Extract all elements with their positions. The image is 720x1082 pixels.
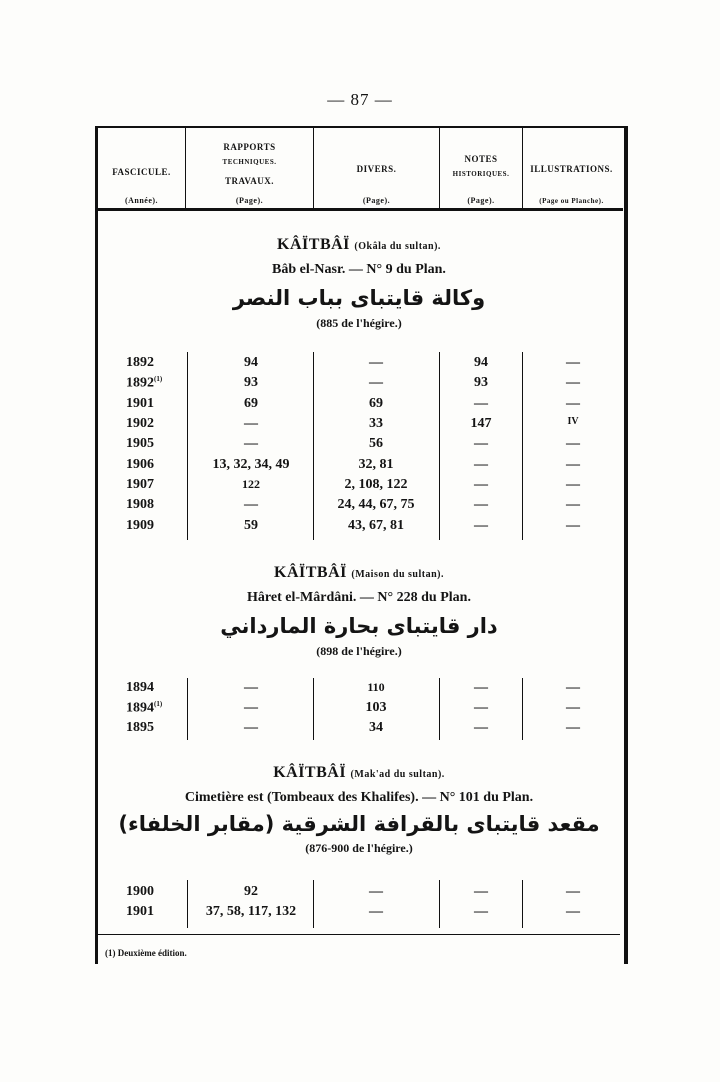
cell-rapports: — — [244, 720, 258, 735]
cell-notes: 94 — [474, 355, 488, 370]
cell-rapports: — — [244, 680, 258, 695]
section-title-sub: (Maison du sultan). — [351, 569, 444, 580]
section-title-main: KÂÏTBÂÏ — [273, 764, 347, 781]
cell-illustrations: — — [566, 518, 580, 533]
header-rapports-line3: TRAVAUX. — [225, 176, 274, 186]
cell-rapports: — — [244, 497, 258, 512]
cell-year: 1908 — [126, 497, 154, 512]
header-rule — [95, 208, 623, 211]
cell-year: 1901 — [126, 904, 154, 919]
footnote-marker: (1) — [154, 375, 163, 383]
header-fascicule-label: FASCICULE. — [112, 167, 171, 177]
cell-notes: — — [474, 477, 488, 492]
header-divers — [314, 130, 439, 208]
header-fascicule-sub: (Année). — [124, 196, 159, 205]
header-rapports — [186, 130, 313, 208]
cell-notes: — — [474, 680, 488, 695]
cell-year: 1905 — [126, 436, 154, 451]
table-row — [98, 355, 620, 375]
header-rapports-line1: RAPPORTS — [223, 142, 276, 152]
cell-rapports: — — [244, 436, 258, 451]
table-row — [98, 904, 620, 924]
header-divers-sub: (Page). — [362, 196, 391, 205]
cell-year-value: 1892 — [126, 375, 154, 391]
cell-divers: 69 — [369, 396, 383, 411]
section-location: Bâb el-Nasr. — N° 9 du Plan. — [272, 262, 446, 277]
cell-year: 1909 — [126, 518, 154, 533]
footnote-marker: (1) — [154, 700, 163, 708]
cell-rapports: 69 — [244, 396, 258, 411]
table-row — [98, 884, 620, 904]
cell-divers: 56 — [369, 436, 383, 451]
section-title-sub: (Okâla du sultan). — [354, 241, 441, 252]
cell-year: 1894 — [126, 680, 154, 695]
cell-divers: — — [369, 355, 383, 370]
cell-illustrations: — — [566, 904, 580, 919]
cell-rapports: 92 — [244, 884, 258, 899]
header-divers-label: DIVERS. — [356, 164, 397, 174]
cell-notes: — — [474, 884, 488, 899]
cell-illustrations: — — [566, 355, 580, 370]
table-row — [98, 457, 620, 477]
table-row — [98, 477, 620, 497]
header-illustrations-sub: (Page ou Planche). — [539, 197, 604, 205]
cell-rapports: 122 — [242, 477, 260, 491]
cell-notes: — — [474, 457, 488, 472]
cell-rapports: — — [244, 416, 258, 431]
cell-year — [126, 700, 186, 717]
cell-year: 1902 — [126, 416, 154, 431]
cell-year: 1906 — [126, 457, 154, 472]
section-arabic-title: وكالة قايتباى بباب النصر — [232, 286, 486, 310]
section-arabic-title: مقعد قايتباى بالقرافة الشرقية (مقابر الخلفاء) — [118, 812, 600, 836]
cell-illustrations: — — [566, 720, 580, 735]
section-title — [98, 764, 620, 782]
section-title — [98, 236, 620, 254]
table-row — [98, 416, 620, 436]
cell-notes: — — [474, 720, 488, 735]
cell-year-value: 1894 — [126, 700, 154, 716]
cell-rapports: 37, 58, 117, 132 — [205, 904, 297, 919]
cell-divers: 32, 81 — [358, 457, 394, 472]
cell-notes: — — [474, 700, 488, 715]
section-hegire: (876-900 de l'hégire.) — [305, 841, 413, 855]
cell-rapports: — — [244, 700, 258, 715]
cell-year: 1895 — [126, 720, 154, 735]
header-notes-sub: (Page). — [467, 196, 495, 205]
section-title — [98, 564, 620, 582]
cell-divers: — — [369, 904, 383, 919]
cell-illustrations: — — [566, 884, 580, 899]
section-title-main: KÂÏTBÂÏ — [274, 564, 347, 581]
cell-year: 1900 — [126, 884, 154, 899]
table-row — [98, 375, 620, 395]
cell-rapports: 13, 32, 34, 49 — [212, 457, 290, 472]
cell-illustrations: — — [566, 497, 580, 512]
section-hegire: (898 de l'hégire.) — [316, 644, 402, 658]
footnote: (1) Deuxième édition. — [105, 948, 187, 958]
section-location: Hâret el-Mârdâni. — N° 228 du Plan. — [247, 590, 471, 605]
cell-divers: 110 — [367, 680, 385, 694]
page-number: — 87 — — [327, 90, 393, 109]
cell-illustrations: — — [566, 396, 580, 411]
section-makad — [98, 764, 620, 856]
section-location: Cimetière est (Tombeaux des Khalifes). — N° 101 du Plan. — [184, 790, 534, 805]
cell-illustrations: — — [566, 700, 580, 715]
cell-divers: 24, 44, 67, 75 — [337, 497, 415, 512]
cell-year — [126, 375, 186, 392]
cell-notes: — — [474, 396, 488, 411]
footnote-rule — [98, 934, 620, 935]
cell-notes: 147 — [470, 416, 492, 431]
section-okala — [98, 236, 620, 331]
table-row — [98, 497, 620, 517]
cell-illustrations: — — [566, 477, 580, 492]
cell-illustrations: — — [566, 436, 580, 451]
section-maison — [98, 564, 620, 659]
cell-rapports: 59 — [244, 518, 258, 533]
section-title-main: KÂÏTBÂÏ — [277, 236, 350, 253]
cell-year: 1907 — [126, 477, 154, 492]
table-row — [98, 700, 620, 720]
section-arabic-title: دار قايتباى بحارة المارداني — [220, 614, 498, 638]
cell-year: 1901 — [126, 396, 154, 411]
header-notes — [440, 130, 522, 208]
cell-notes: — — [474, 497, 488, 512]
cell-divers: 43, 67, 81 — [348, 518, 404, 533]
cell-illustrations: — — [566, 375, 580, 390]
cell-illustrations: — — [566, 457, 580, 472]
cell-divers: 103 — [365, 700, 387, 715]
section-title-sub: (Mak'ad du sultan). — [350, 769, 445, 780]
cell-notes: — — [474, 904, 488, 919]
header-notes-line1: NOTES — [464, 154, 498, 164]
table-row — [98, 680, 620, 700]
header-rapports-sub: (Page). — [235, 196, 264, 205]
header-notes-line2: HISTORIQUES. — [452, 170, 510, 178]
cell-rapports: 94 — [244, 355, 258, 370]
header-rapports-line2: TECHNIQUES. — [222, 158, 277, 166]
cell-divers: 33 — [369, 416, 383, 431]
section-hegire: (885 de l'hégire.) — [316, 316, 402, 330]
table-row — [98, 720, 620, 740]
cell-divers: 2, 108, 122 — [344, 477, 408, 492]
table-row — [98, 518, 620, 538]
cell-rapports: 93 — [244, 375, 258, 390]
cell-illustrations: IV — [567, 416, 579, 427]
cell-divers: — — [369, 884, 383, 899]
cell-illustrations: — — [566, 680, 580, 695]
cell-divers: — — [369, 375, 383, 390]
cell-year: 1892 — [126, 355, 154, 370]
cell-notes: — — [474, 518, 488, 533]
header-fascicule — [98, 130, 185, 208]
cell-divers: 34 — [369, 720, 383, 735]
table-row — [98, 396, 620, 416]
table-row — [98, 436, 620, 456]
cell-notes: — — [474, 436, 488, 451]
header-illustrations — [523, 130, 620, 208]
header-illustrations-label: ILLUSTRATIONS. — [530, 164, 613, 174]
cell-notes: 93 — [474, 375, 488, 390]
